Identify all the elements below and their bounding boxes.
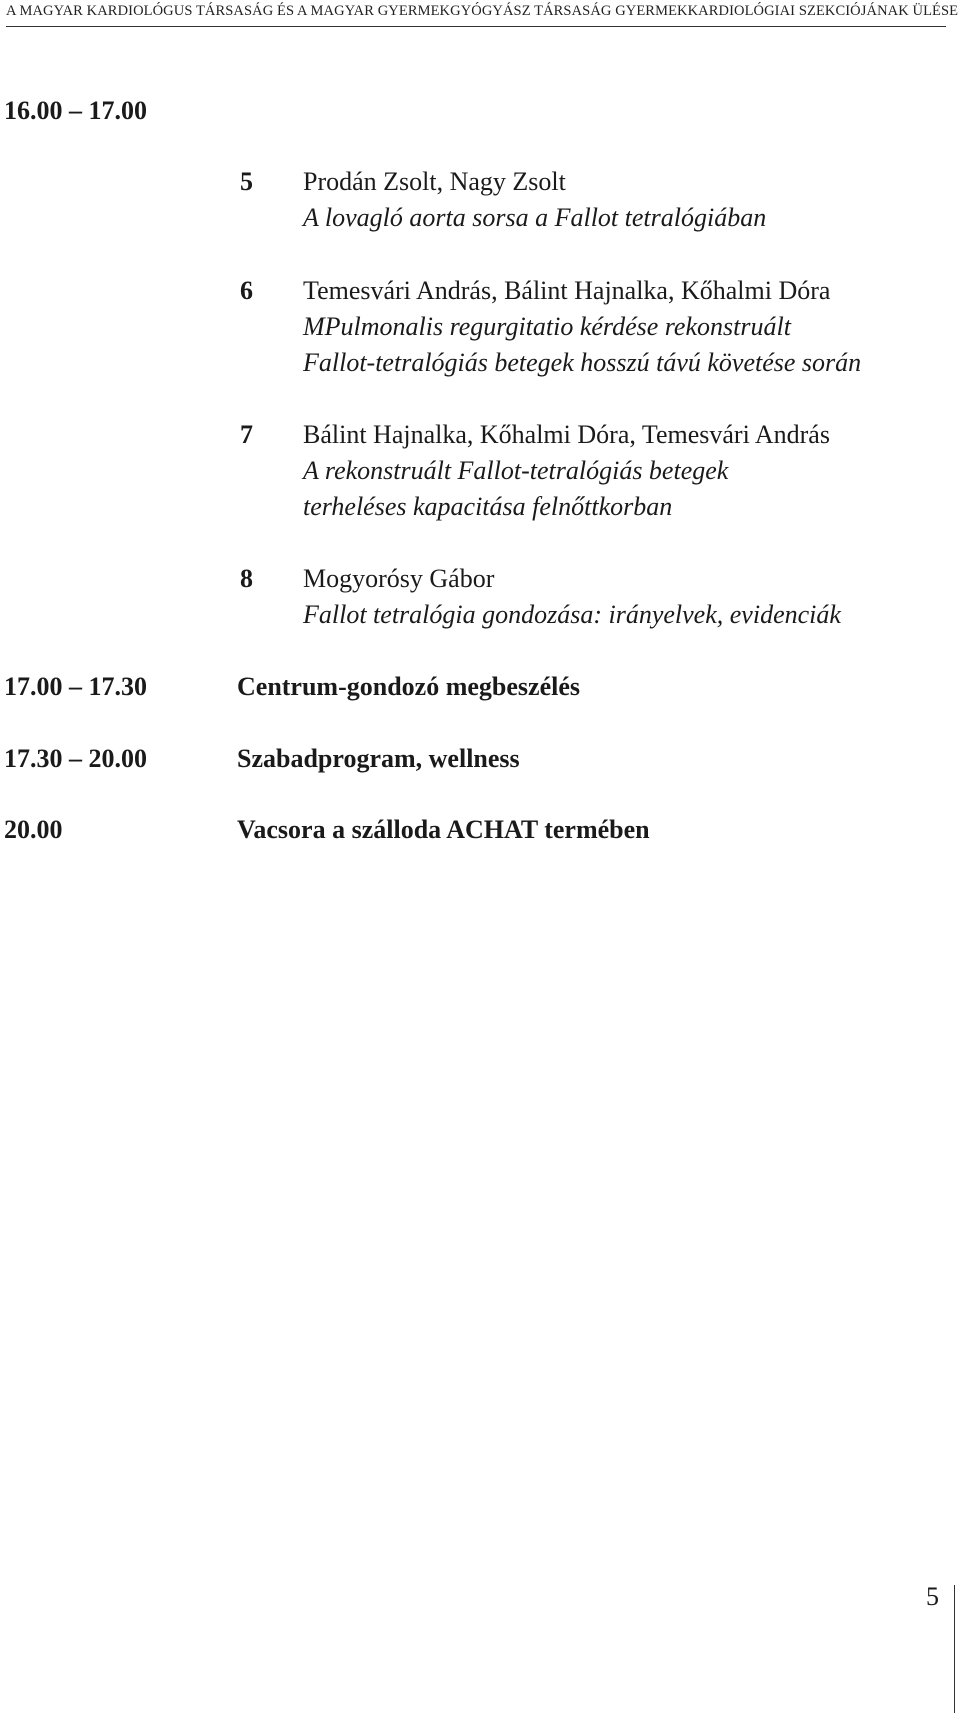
talk-title-line: A lovagló aorta sorsa a Fallot tetralógiában bbox=[303, 203, 767, 232]
session-time: 20.00 bbox=[4, 815, 63, 844]
header-divider bbox=[6, 26, 946, 27]
session-label: Centrum-gondozó megbeszélés bbox=[237, 672, 580, 701]
talk-number: 7 bbox=[240, 420, 253, 449]
talk-title-line: MPulmonalis regurgitatio kérdése rekonstruált bbox=[303, 312, 791, 341]
running-header: A MAGYAR KARDIOLÓGUS TÁRSASÁG ÉS A MAGYAR GYERMEKGYÓGYÁSZ TÁRSASÁG GYERMEKKARDIOLÓGIAI SZEKCIÓJÁNAK ÜLÉSE bbox=[6, 3, 959, 19]
talk-authors: Mogyorósy Gábor bbox=[303, 564, 495, 593]
session-label: Vacsora a szálloda ACHAT termében bbox=[237, 815, 650, 844]
talk-authors: Bálint Hajnalka, Kőhalmi Dóra, Temesvári András bbox=[303, 420, 830, 449]
talk-title-line: Fallot-tetralógiás betegek hosszú távú követése során bbox=[303, 348, 862, 377]
block-time-heading: 16.00 – 17.00 bbox=[4, 96, 147, 125]
session-time: 17.00 – 17.30 bbox=[4, 672, 147, 701]
talk-number: 8 bbox=[240, 564, 253, 593]
session-time: 17.30 – 20.00 bbox=[4, 744, 147, 773]
talk-title-line: terheléses kapacitása felnőttkorban bbox=[303, 492, 673, 521]
talk-number: 5 bbox=[240, 167, 253, 196]
session-label: Szabadprogram, wellness bbox=[237, 744, 520, 773]
talk-number: 6 bbox=[240, 276, 253, 305]
talk-authors: Temesvári András, Bálint Hajnalka, Kőhalmi Dóra bbox=[303, 276, 831, 305]
page-number-rule bbox=[954, 1585, 955, 1713]
talk-title-line: A rekonstruált Fallot-tetralógiás betegek bbox=[303, 456, 729, 485]
talk-authors: Prodán Zsolt, Nagy Zsolt bbox=[303, 167, 566, 196]
page-number: 5 bbox=[926, 1582, 939, 1611]
talk-title-line: Fallot tetralógia gondozása: irányelvek, evidenciák bbox=[303, 600, 841, 629]
